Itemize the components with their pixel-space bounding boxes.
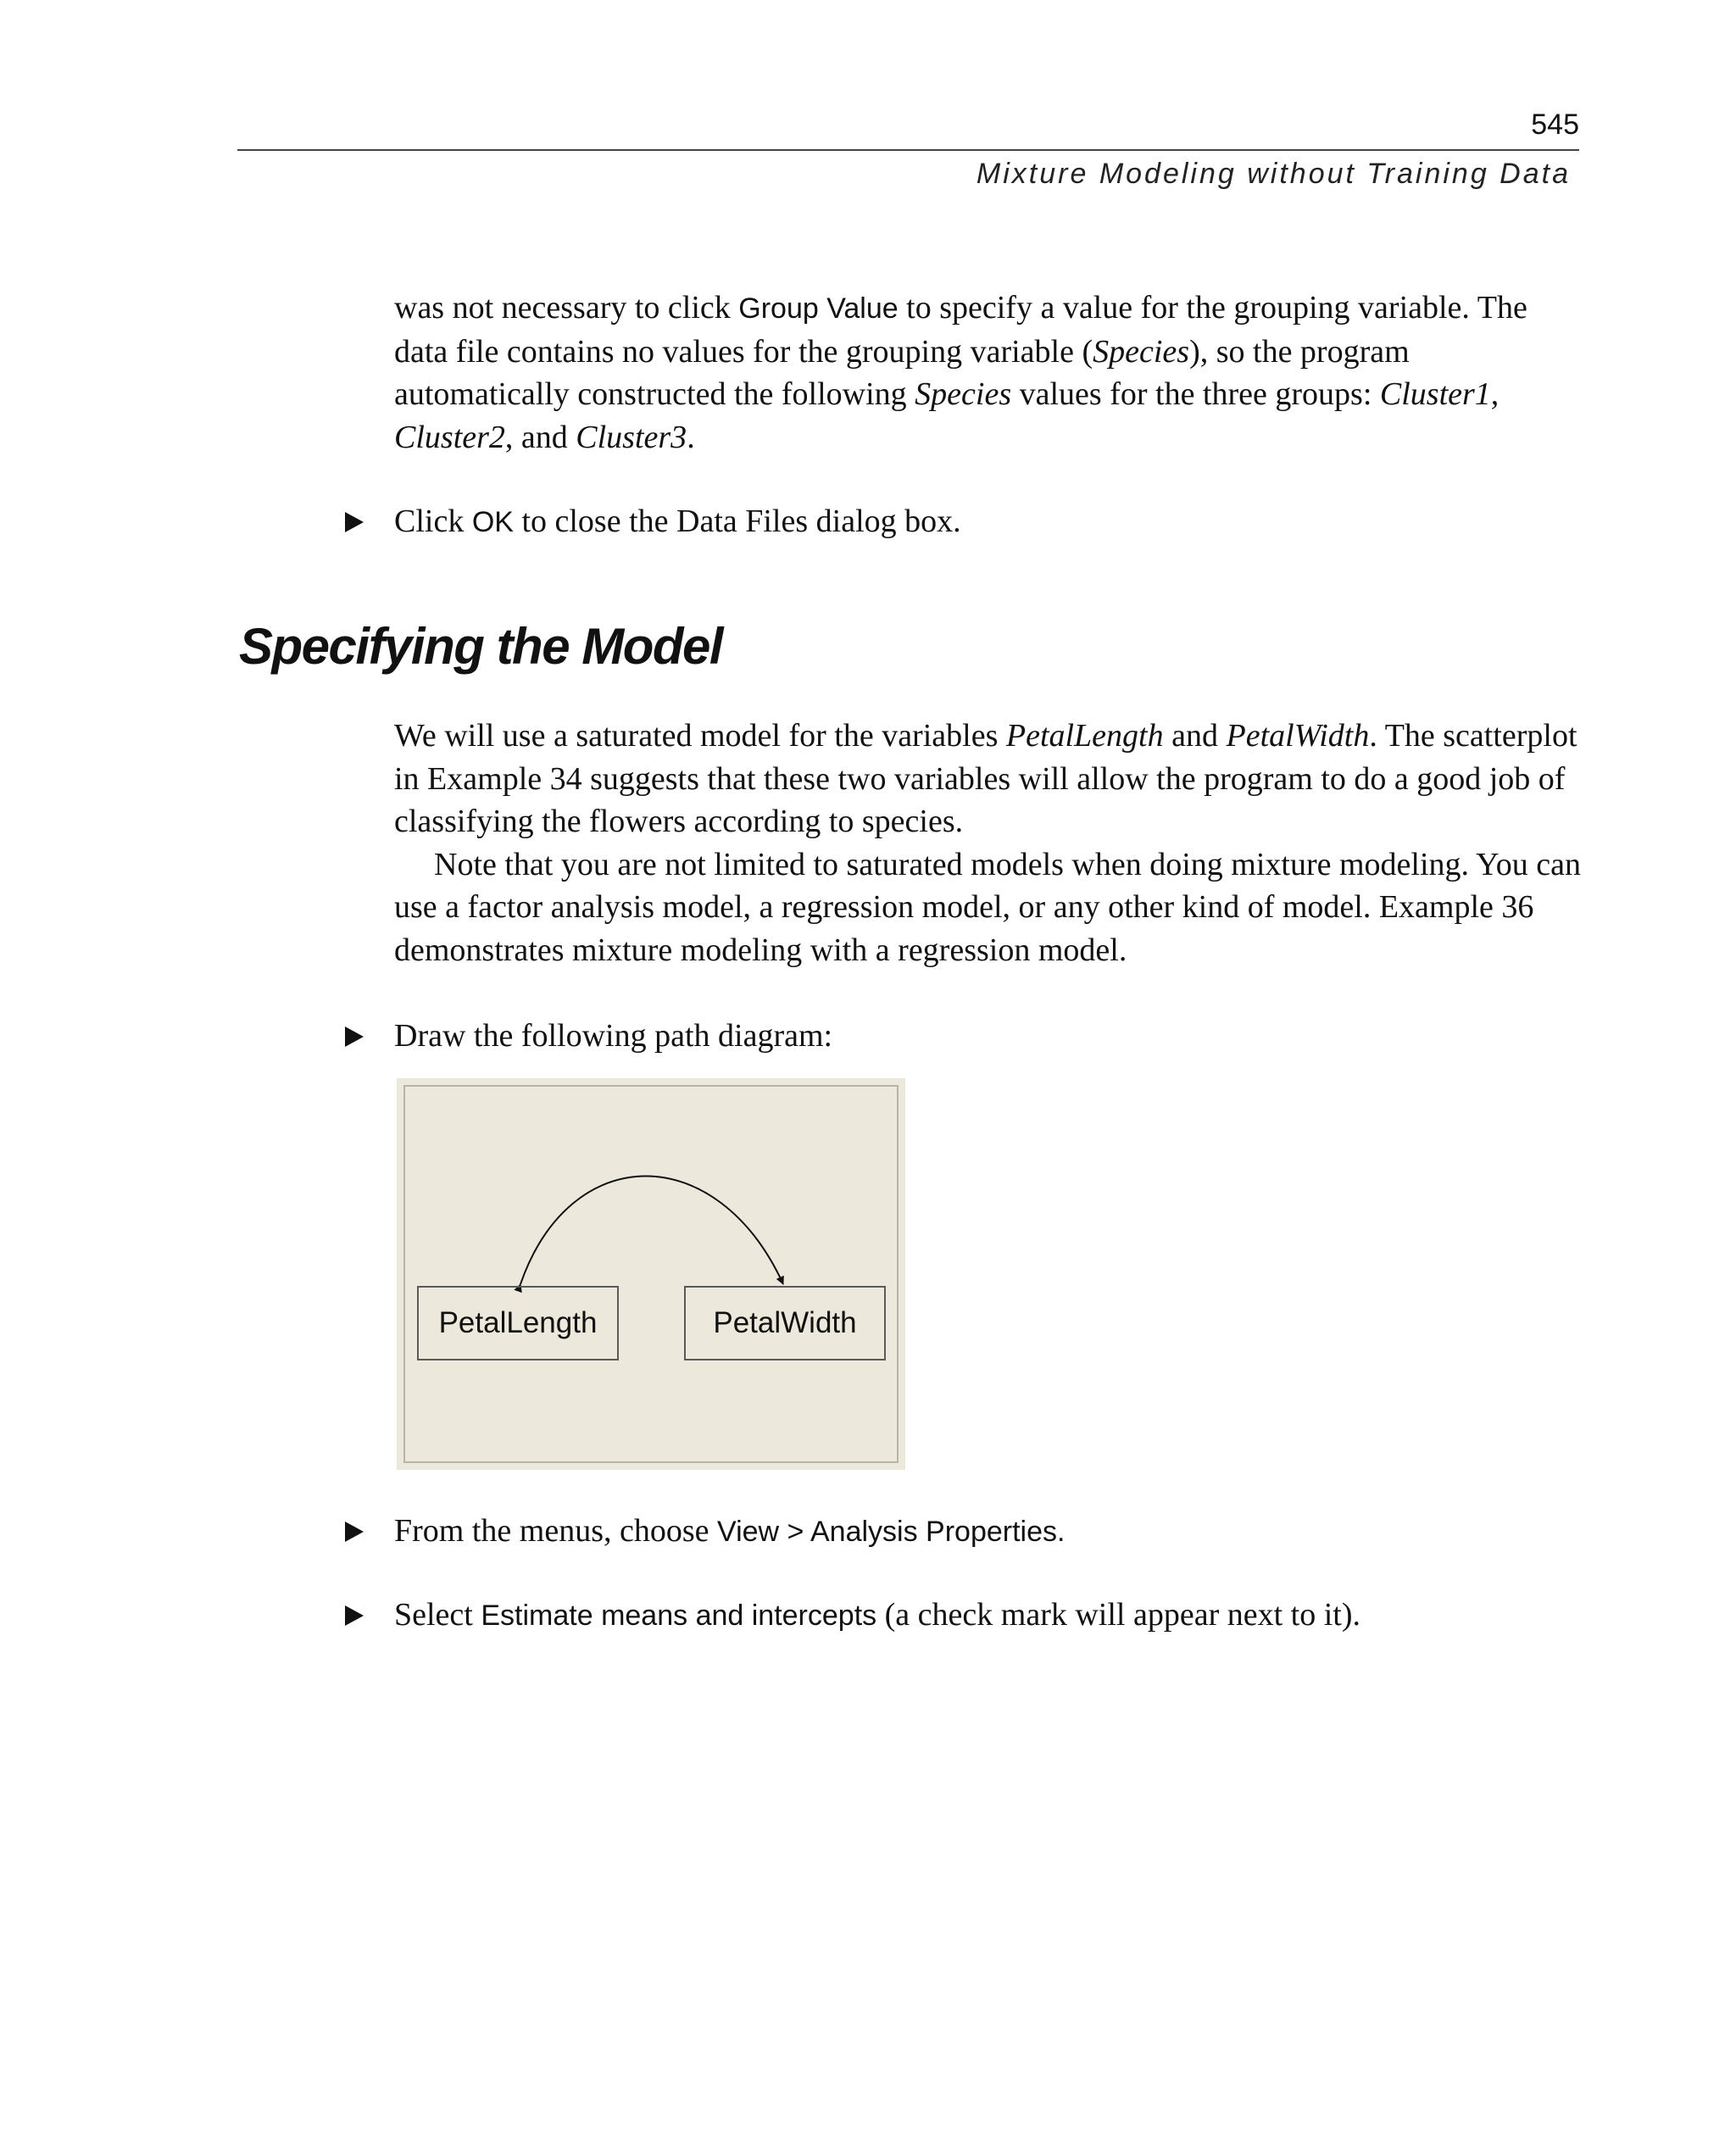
model-paragraph xyxy=(394,715,1581,971)
bullet-click-ok xyxy=(345,500,1583,543)
text-span: (a check mark will appear next to it). xyxy=(876,1597,1360,1633)
triangle-bullet-icon xyxy=(345,1605,364,1626)
observed-variable-petallength[interactable]: PetalLength xyxy=(417,1286,619,1360)
text-span: , xyxy=(1490,376,1500,412)
bullet-draw-diagram xyxy=(345,1015,1583,1057)
term-cluster3: Cluster3 xyxy=(576,419,687,455)
term-petallength: PetalLength xyxy=(1005,718,1164,754)
menu-separator: > xyxy=(779,1516,810,1548)
ui-term-view: View xyxy=(717,1516,780,1548)
term-cluster1: Cluster1 xyxy=(1379,376,1491,412)
term-species: Species xyxy=(915,376,1012,412)
triangle-bullet-icon xyxy=(345,1027,364,1047)
text-span: and xyxy=(1163,718,1227,754)
observed-variable-petalwidth[interactable]: PetalWidth xyxy=(684,1286,886,1360)
intro-paragraph xyxy=(394,287,1581,459)
term-petalwidth: PetalWidth xyxy=(1226,718,1370,754)
path-diagram xyxy=(397,1078,905,1470)
text-span: ), so the program automatically constructed the following xyxy=(394,333,1410,412)
term-cluster2: Cluster2 xyxy=(394,419,505,455)
ui-term-ok: OK xyxy=(471,506,514,538)
triangle-bullet-icon xyxy=(345,512,364,532)
text-span: Select xyxy=(394,1597,481,1633)
section-heading: Specifying the Model xyxy=(239,618,723,675)
term-species: Species xyxy=(1093,333,1190,370)
ui-term-group-value: Group Value xyxy=(738,292,899,325)
text-span: Click xyxy=(394,504,472,539)
triangle-bullet-icon xyxy=(345,1522,364,1542)
text-span: We will use a saturated model for the variables xyxy=(394,718,1006,754)
text-span: , and xyxy=(504,419,576,455)
text-span: values for the three groups: xyxy=(1011,376,1380,412)
running-header: Mixture Modeling without Training Data xyxy=(976,158,1571,190)
covariance-arrow xyxy=(397,1078,905,1470)
bullet-select-estimate xyxy=(345,1594,1583,1637)
text-span: Draw the following path diagram: xyxy=(394,1018,833,1054)
text-span: From the menus, choose xyxy=(394,1513,718,1549)
ui-term-estimate-means: Estimate means and intercepts xyxy=(481,1600,877,1632)
text-span: to specify a value for the grouping variable. The data file contains no values for the grouping variable ( xyxy=(394,290,1527,370)
text-span: to close the Data Files dialog box. xyxy=(513,504,961,539)
ui-term-analysis-properties: Analysis Properties. xyxy=(810,1516,1066,1548)
text-span: . The scatterplot in Example 34 suggests that these two variables will allow the program to do a good job of classifying the flowers according to species. xyxy=(394,718,1577,839)
header-rule xyxy=(237,149,1579,151)
bullet-menus xyxy=(345,1510,1583,1553)
text-span: was not necessary to click xyxy=(394,290,739,325)
note-paragraph: Note that you are not limited to saturated models when doing mixture modeling. You can use a factor analysis model, a regression model, or any other kind of model. Example 36 demonstrates mixture modeling with a regression model. xyxy=(394,846,1581,968)
text-span: . xyxy=(687,419,695,455)
page-number: 545 xyxy=(1531,108,1579,141)
